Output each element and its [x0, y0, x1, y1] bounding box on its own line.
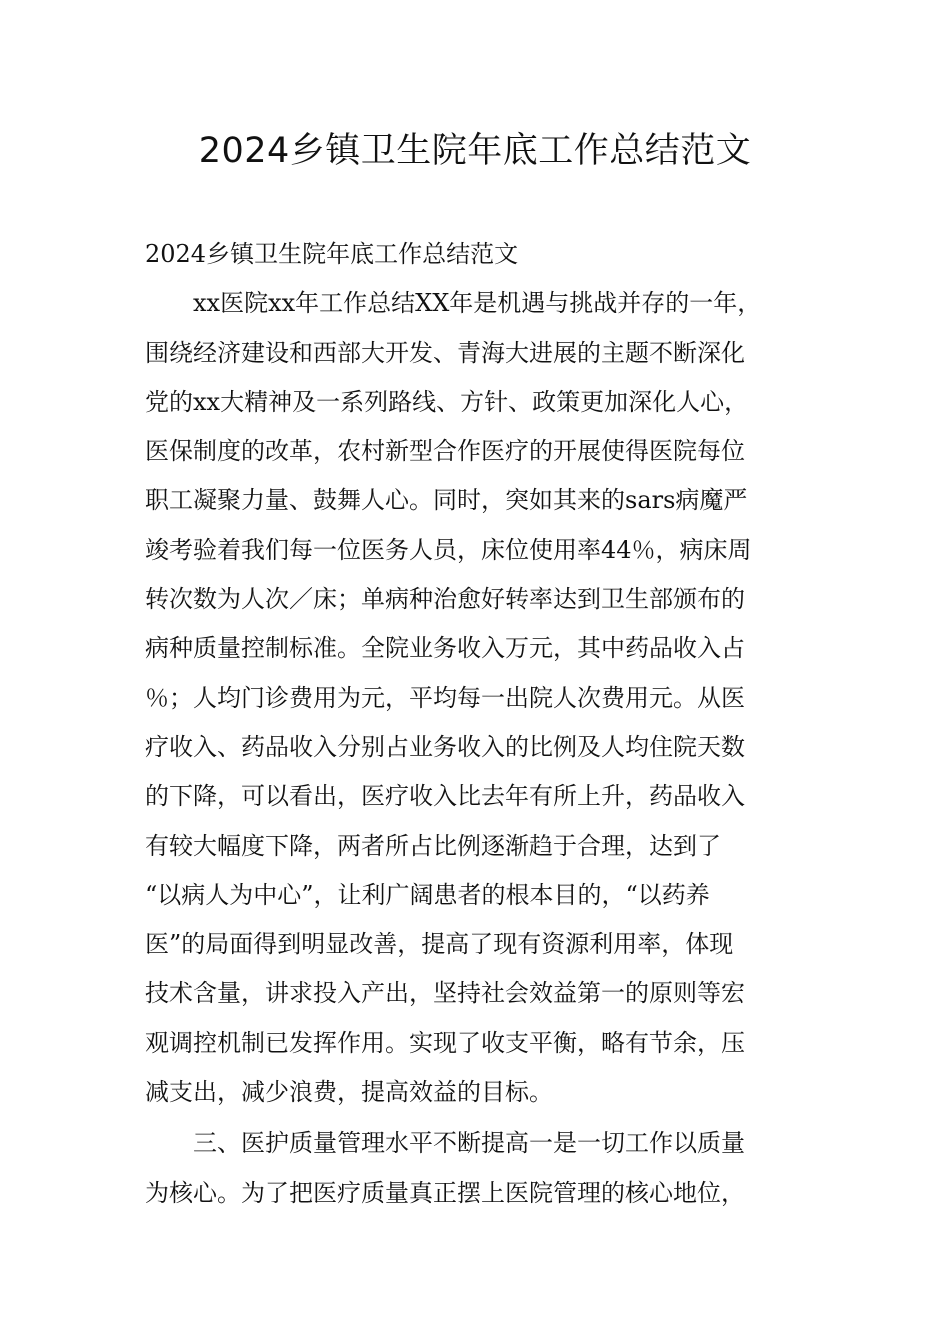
- text-line: 疗收入、药品收入分别占业务收入的比例及人均住院天数: [145, 732, 745, 761]
- text-line: 党的xx大精神及一系列路线、方针、政策更加深化人心，: [145, 387, 749, 416]
- subtitle-line: 2024乡镇卫生院年底工作总结范文: [145, 240, 519, 268]
- text-line: 医”的局面得到明显改善，提高了现有资源利用率，体现: [145, 930, 734, 959]
- text-line: 观调控机制已发挥作用。实现了收支平衡，略有节余，压: [145, 1028, 745, 1057]
- paragraph-1: [145, 279, 815, 1117]
- text-line: 竣考验着我们每一位医务人员，床位使用率44％，病床周: [145, 535, 752, 564]
- text-line: 技术含量，讲求投入产出，坚持社会效益第一的原则等宏: [145, 979, 745, 1008]
- text-line: 围绕经济建设和西部大开发、青海大进展的主题不断深化: [145, 338, 745, 367]
- document-body: [145, 230, 815, 1218]
- text-line: ％；人均门诊费用为元，平均每一出院人次费用元。从医: [145, 683, 745, 712]
- text-line: 职工凝聚力量、鼓舞人心。同时，突如其来的sars病魔严: [145, 486, 748, 515]
- document-title: 2024乡镇卫生院年底工作总结范文: [198, 131, 752, 171]
- text-line: 转次数为人次／床；单病种治愈好转率达到卫生部颁布的: [145, 585, 745, 614]
- text-line: 有较大幅度下降，两者所占比例逐渐趋于合理，达到了: [145, 831, 721, 860]
- text-line: 为核心。为了把医疗质量真正摆上医院管理的核心地位，: [145, 1178, 745, 1207]
- text-line: 三、医护质量管理水平不断提高一是一切工作以质量: [193, 1129, 745, 1158]
- text-line: 的下降，可以看出，医疗收入比去年有所上升，药品收入: [145, 782, 745, 811]
- text-line: 病种质量控制标准。全院业务收入万元，其中药品收入占: [145, 634, 745, 663]
- text-line: “以病人为中心”，让利广阔患者的根本目的，“以药养: [145, 880, 710, 909]
- text-line: 医保制度的改革，农村新型合作医疗的开展使得医院每位: [145, 437, 745, 466]
- paragraph-2: [145, 1119, 815, 1218]
- text-line: xx医院xx年工作总结XX年是机遇与挑战并存的一年，: [193, 289, 762, 318]
- text-line: 减支出，减少浪费，提高效益的目标。: [145, 1078, 553, 1107]
